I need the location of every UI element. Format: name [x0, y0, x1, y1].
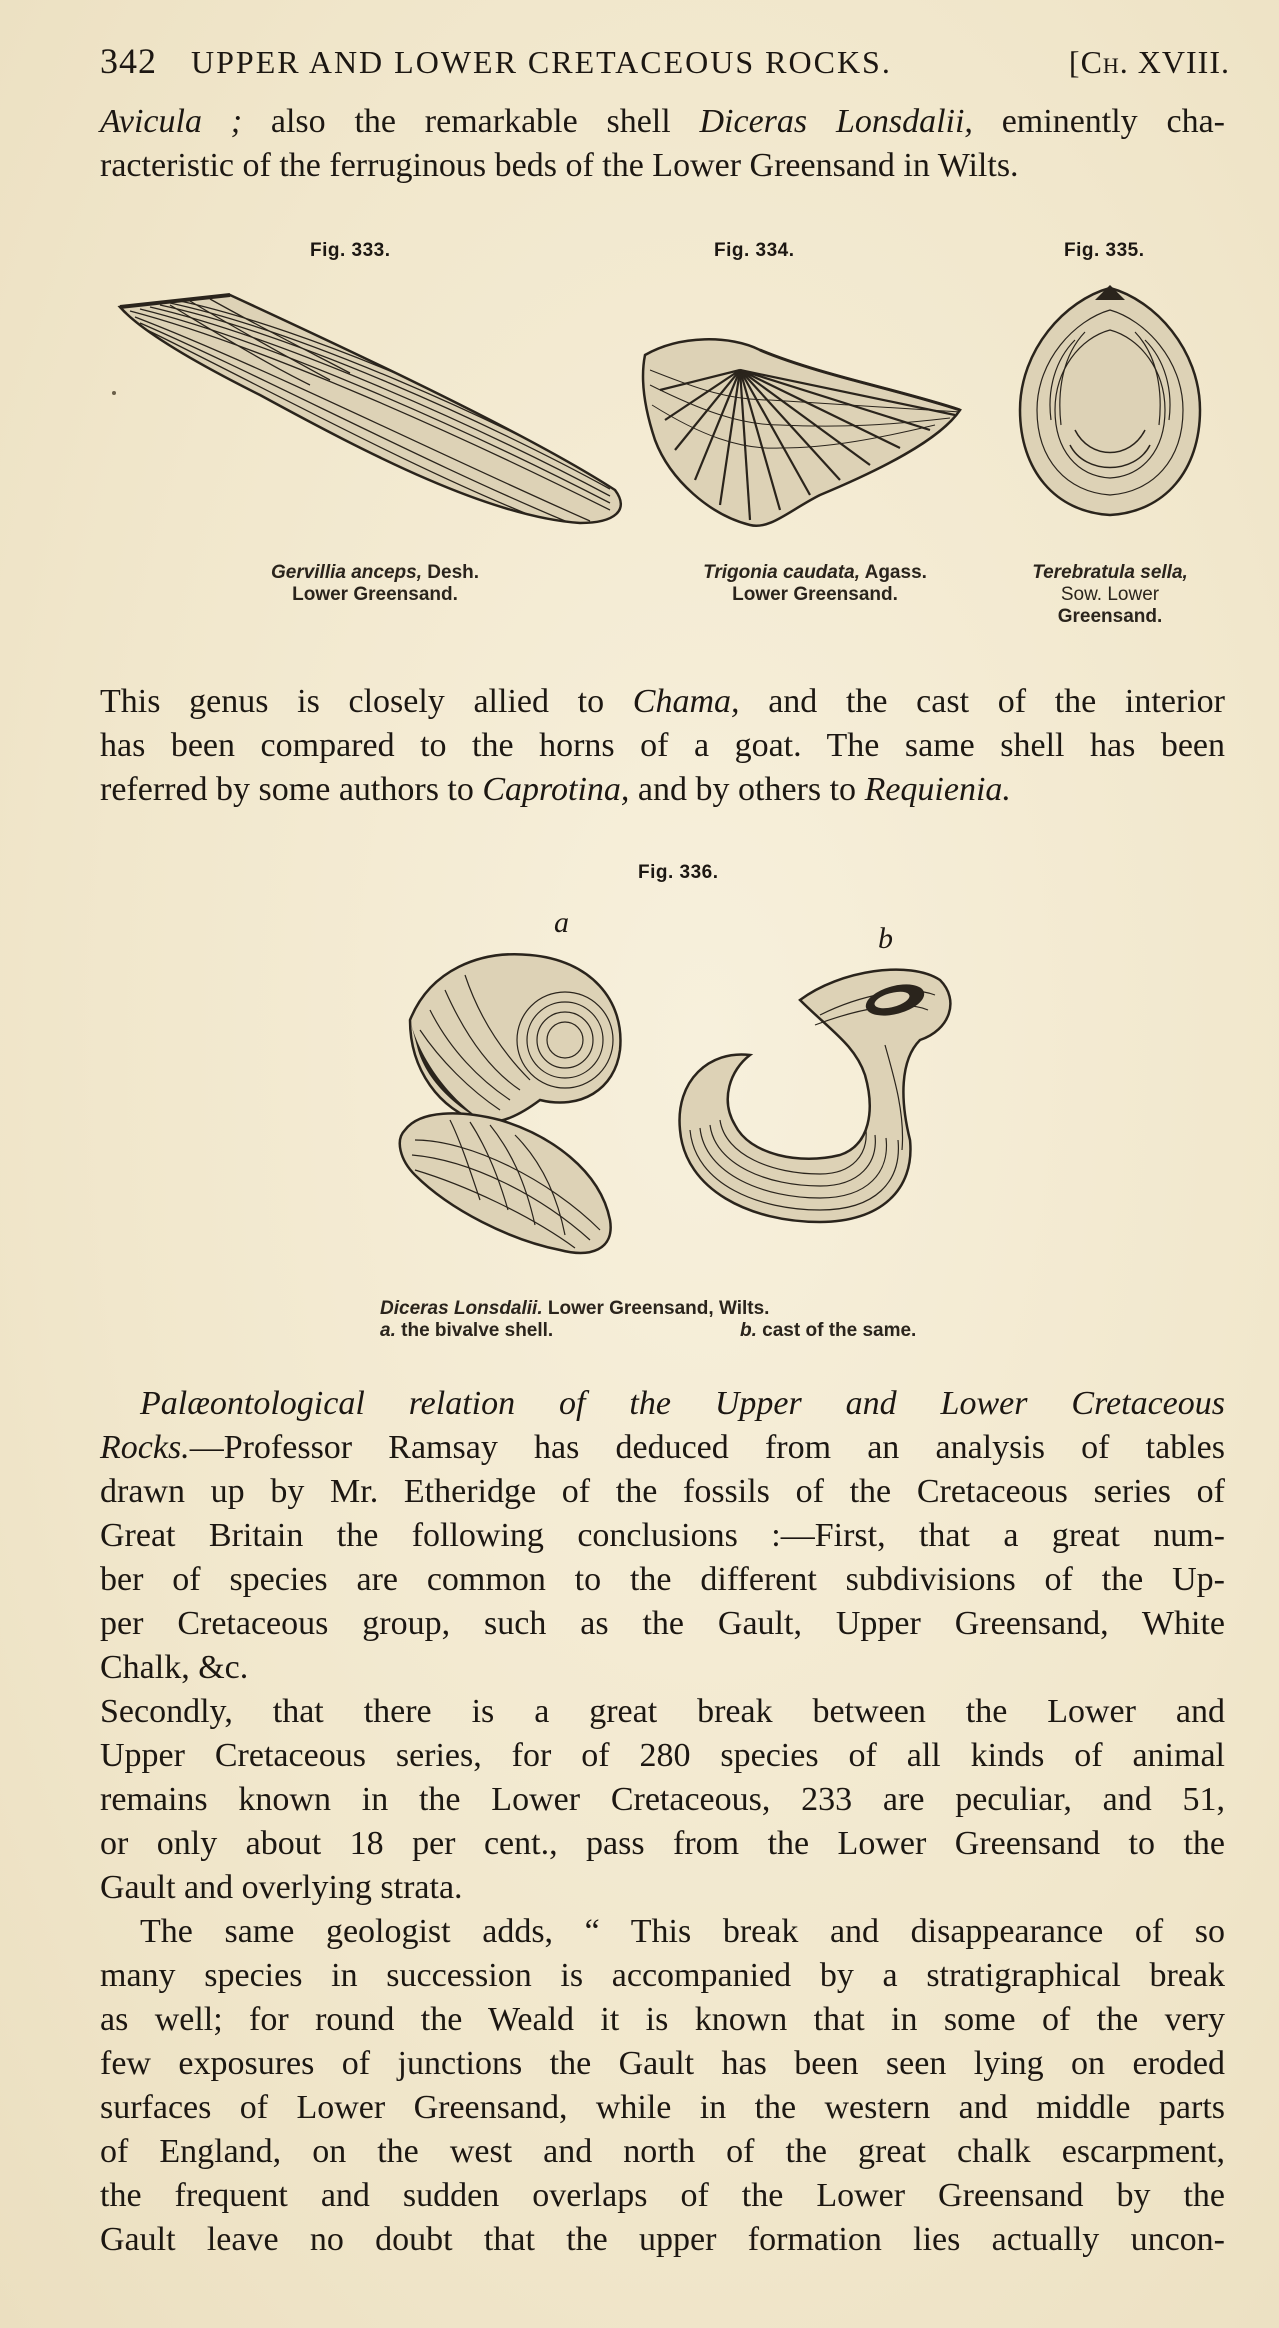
- text-line: or only about 18 per cent., pass from the Lower Greensand to the: [100, 1825, 1225, 1862]
- page-number: 342: [100, 41, 157, 81]
- genus-paragraph: [100, 680, 1225, 812]
- body-text: [100, 1382, 1225, 2262]
- section-heading-end: Rocks.: [100, 1429, 190, 1466]
- text-line: Upper Cretaceous series, for of 280 species of all kinds of animal: [100, 1737, 1225, 1774]
- text-line: racteristic of the ferruginous beds of the Lower Greensand in Wilts.: [100, 147, 1019, 184]
- text-span: Chama,: [632, 683, 740, 720]
- text-line: many species in succession is accompanied by a stratigraphical break: [100, 1957, 1225, 1994]
- gervillia-shell-illustration: [110, 285, 630, 530]
- caption-b-letter: b.: [740, 1320, 757, 1341]
- fig-333-caption: [230, 562, 520, 606]
- caption-line: Greensand.: [1057, 606, 1163, 627]
- intro-paragraph: [100, 100, 1225, 188]
- locality: Lower Greensand.: [732, 584, 898, 605]
- caption-a-text: the bivalve shell.: [395, 1320, 554, 1341]
- text-span: Caprotina,: [482, 771, 630, 808]
- text-line: The same geologist adds, “ This break and disappearance of so: [140, 1913, 1225, 1950]
- text-line: as well; for round the Weald it is known that in some of the very: [100, 2001, 1225, 2038]
- species-author: Desh.: [422, 562, 480, 583]
- text-line: the frequent and sudden overlaps of the Lower Greensand by the: [100, 2177, 1225, 2214]
- text-line: Great Britain the following conclusions :—First, that a great num-: [100, 1517, 1225, 1554]
- running-title: UPPER AND LOWER CRETACEOUS ROCKS.: [191, 44, 892, 80]
- text-span: Avicula ;: [100, 103, 243, 140]
- fig-335-label: Fig. 335.: [1064, 240, 1145, 261]
- fig-333-label: Fig. 333.: [310, 240, 391, 261]
- text-line: Gault leave no doubt that the upper formation lies actually uncon-: [100, 2221, 1225, 2258]
- text-span: Requienia.: [864, 771, 1011, 808]
- caption-line: Sow. Lower: [1060, 584, 1160, 605]
- fig-335-caption: [1000, 562, 1220, 628]
- species-name: Gervillia anceps,: [270, 562, 422, 583]
- text-span: and by others to: [629, 771, 865, 808]
- text-span: also the remarkable shell: [242, 103, 700, 140]
- text-line: remains known in the Lower Cretaceous, 233 are peculiar, and 51,: [100, 1781, 1225, 1818]
- text-span: eminently cha-: [972, 103, 1225, 140]
- text-line: has been compared to the horns of a goat. The same shell has been: [100, 727, 1225, 764]
- chapter-marker: [Ch. XVIII.: [1068, 44, 1230, 80]
- text-span: This genus is closely allied to: [100, 683, 633, 720]
- text-line: few exposures of junctions the Gault has been seen lying on eroded: [100, 2045, 1225, 2082]
- text-line: of England, on the west and north of the great chalk escarpment,: [100, 2133, 1225, 2170]
- fig-336-caption: [380, 1298, 1000, 1342]
- terebratula-shell-illustration: [1015, 280, 1205, 520]
- fig-336-letter-b: b: [878, 922, 893, 955]
- text-line: surfaces of Lower Greensand, while in the western and middle parts: [100, 2089, 1225, 2126]
- fig-334-label: Fig. 334.: [714, 240, 795, 261]
- text-span: and the cast of the interior: [739, 683, 1225, 720]
- text-line: Chalk, &c.: [100, 1649, 249, 1686]
- species-name: Terebratula sella,: [1032, 562, 1188, 583]
- fig-336-letter-a: a: [554, 906, 569, 939]
- species-name: Diceras Lonsdalii.: [380, 1298, 543, 1319]
- species-author: Agass.: [860, 562, 927, 583]
- text-line: drawn up by Mr. Etheridge of the fossils of the Cretaceous series of: [100, 1473, 1225, 1510]
- fig-336-label: Fig. 336.: [638, 862, 719, 883]
- running-header: [100, 40, 1230, 82]
- text-span: Diceras Lonsdalii,: [699, 103, 973, 140]
- diceras-bivalve-illustration: [390, 940, 630, 1260]
- fig-334-caption: [660, 562, 970, 606]
- caption-b-text: cast of the same.: [756, 1320, 917, 1341]
- trigonia-shell-illustration: [640, 330, 970, 530]
- species-name: Trigonia caudata,: [703, 562, 861, 583]
- text-line: per Cretaceous group, such as the Gault, Upper Greensand, White: [100, 1605, 1225, 1642]
- text-line: Gault and overlying strata.: [100, 1869, 463, 1906]
- text-span: —Professor Ramsay has deduced from an analysis of tables: [189, 1429, 1225, 1466]
- text-line: ber of species are common to the different subdivisions of the Up-: [100, 1561, 1225, 1598]
- text-span: referred by some authors to: [100, 771, 483, 808]
- section-heading-line: Palæontological relation of the Upper and Lower Cretaceous: [140, 1385, 1225, 1422]
- text-line: Secondly, that there is a great break between the Lower and: [100, 1693, 1225, 1730]
- diceras-cast-illustration: [670, 960, 970, 1230]
- locality: Lower Greensand, Wilts.: [542, 1298, 770, 1319]
- caption-a-letter: a.: [380, 1320, 396, 1341]
- locality: Lower Greensand.: [292, 584, 458, 605]
